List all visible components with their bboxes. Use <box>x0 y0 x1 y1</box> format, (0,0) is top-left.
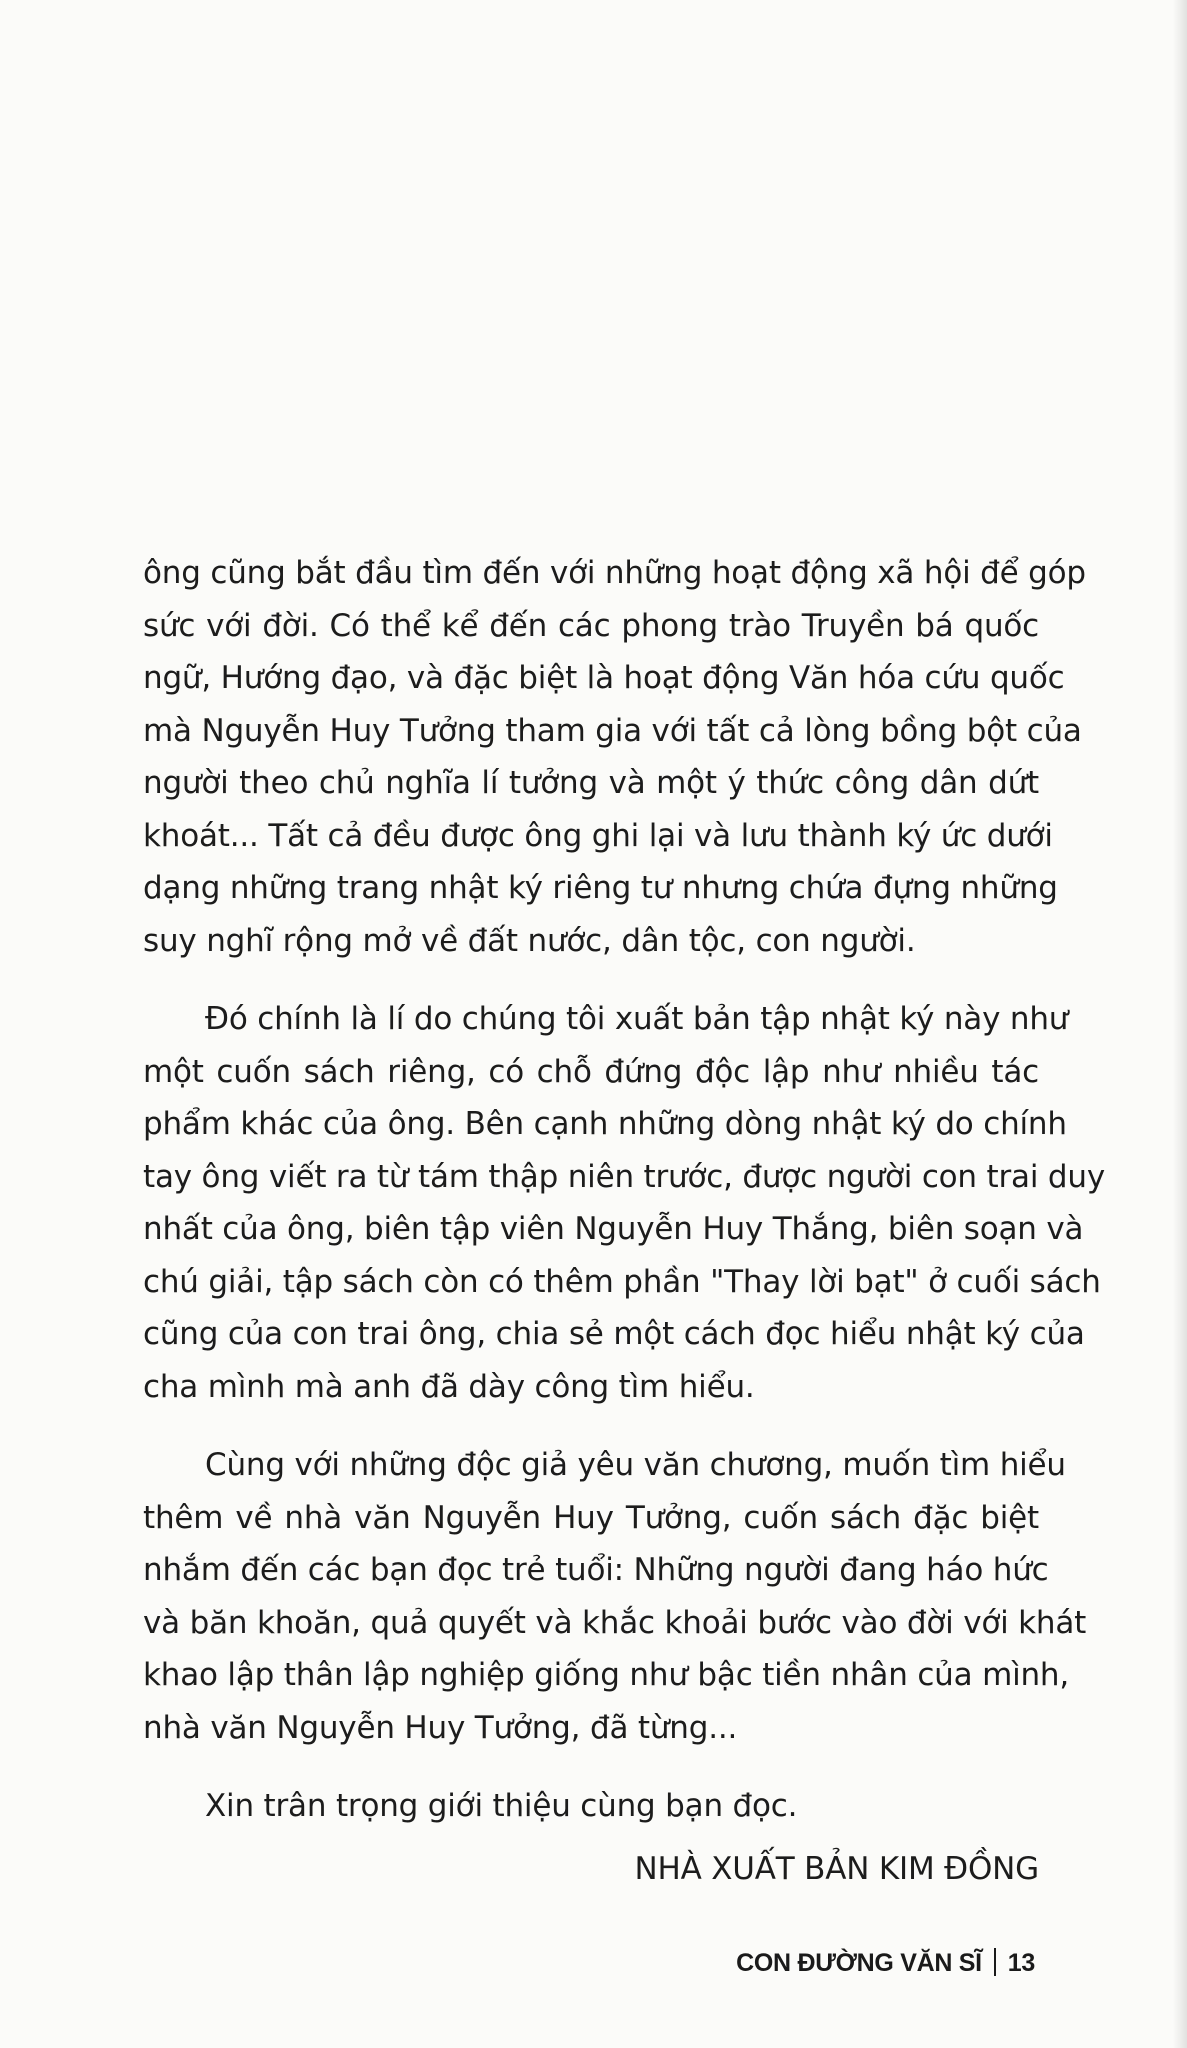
text-line: sức với đời. Có thể kể đến các phong trào Truyền bá quốc <box>143 607 1039 644</box>
text-line: và băn khoăn, quả quyết và khắc khoải bước vào đời với khát <box>143 1604 1087 1641</box>
paragraph-1 <box>143 547 1086 967</box>
closing-line: Xin trân trọng giới thiệu cùng bạn đọc. <box>205 1788 798 1824</box>
text-line: chú giải, tập sách còn có thêm phần "Thay lời bạt" ở cuối sách <box>143 1263 1101 1300</box>
text-line: nhất của ông, biên tập viên Nguyễn Huy Thắng, biên soạn và <box>143 1211 1084 1247</box>
text-line: nhắm đến các bạn đọc trẻ tuổi: Những người đang háo hức <box>143 1552 1049 1588</box>
text-line: mà Nguyễn Huy Tưởng tham gia với tất cả lòng bồng bột của <box>143 712 1082 749</box>
text-line: ông cũng bắt đầu tìm đến với những hoạt động xã hội để góp <box>143 555 1086 591</box>
paragraph-3 <box>143 1439 1087 1754</box>
publisher-signature: NHÀ XUẤT BẢN KIM ĐỒNG <box>634 1850 1039 1887</box>
page-footer <box>736 1948 1035 1978</box>
text-line: Đó chính là lí do chúng tôi xuất bản tập nhật ký này như <box>205 1001 1069 1037</box>
text-line: suy nghĩ rộng mở về đất nước, dân tộc, con người. <box>143 922 916 959</box>
text-line: nhà văn Nguyễn Huy Tưởng, đã từng... <box>143 1709 738 1746</box>
text-line: cha mình mà anh đã dày công tìm hiểu. <box>143 1368 755 1405</box>
text-line: phẩm khác của ông. Bên cạnh những dòng nhật ký do chính <box>143 1106 1067 1142</box>
page-edge-shadow <box>1173 0 1187 2048</box>
text-line: dạng những trang nhật ký riêng tư nhưng chứa đựng những <box>143 870 1058 906</box>
running-title: CON ĐƯỜNG VĂN SĨ <box>736 1949 982 1977</box>
text-line: một cuốn sách riêng, có chỗ đứng độc lập như nhiều tác <box>143 1053 1039 1090</box>
text-line: thêm về nhà văn Nguyễn Huy Tưởng, cuốn sách đặc biệt <box>143 1499 1039 1536</box>
text-line: khao lập thân lập nghiệp giống như bậc tiền nhân của mình, <box>143 1657 1070 1693</box>
text-line: khoát... Tất cả đều được ông ghi lại và lưu thành ký ức dưới <box>143 817 1053 854</box>
text-line: Cùng với những độc giả yêu văn chương, muốn tìm hiểu <box>205 1447 1066 1483</box>
text-line: người theo chủ nghĩa lí tưởng và một ý thức công dân dứt <box>143 765 1039 801</box>
text-line: ngữ, Hướng đạo, và đặc biệt là hoạt động Văn hóa cứu quốc <box>143 660 1065 696</box>
page-number: 13 <box>1007 1949 1035 1977</box>
text-line: cũng của con trai ông, chia sẻ một cách đọc hiểu nhật ký của <box>143 1316 1085 1352</box>
paragraph-2 <box>143 993 1105 1413</box>
body-text <box>143 547 1105 1895</box>
footer-separator <box>994 1948 996 1976</box>
text-line: tay ông viết ra từ tám thập niên trước, được người con trai duy <box>143 1158 1105 1195</box>
